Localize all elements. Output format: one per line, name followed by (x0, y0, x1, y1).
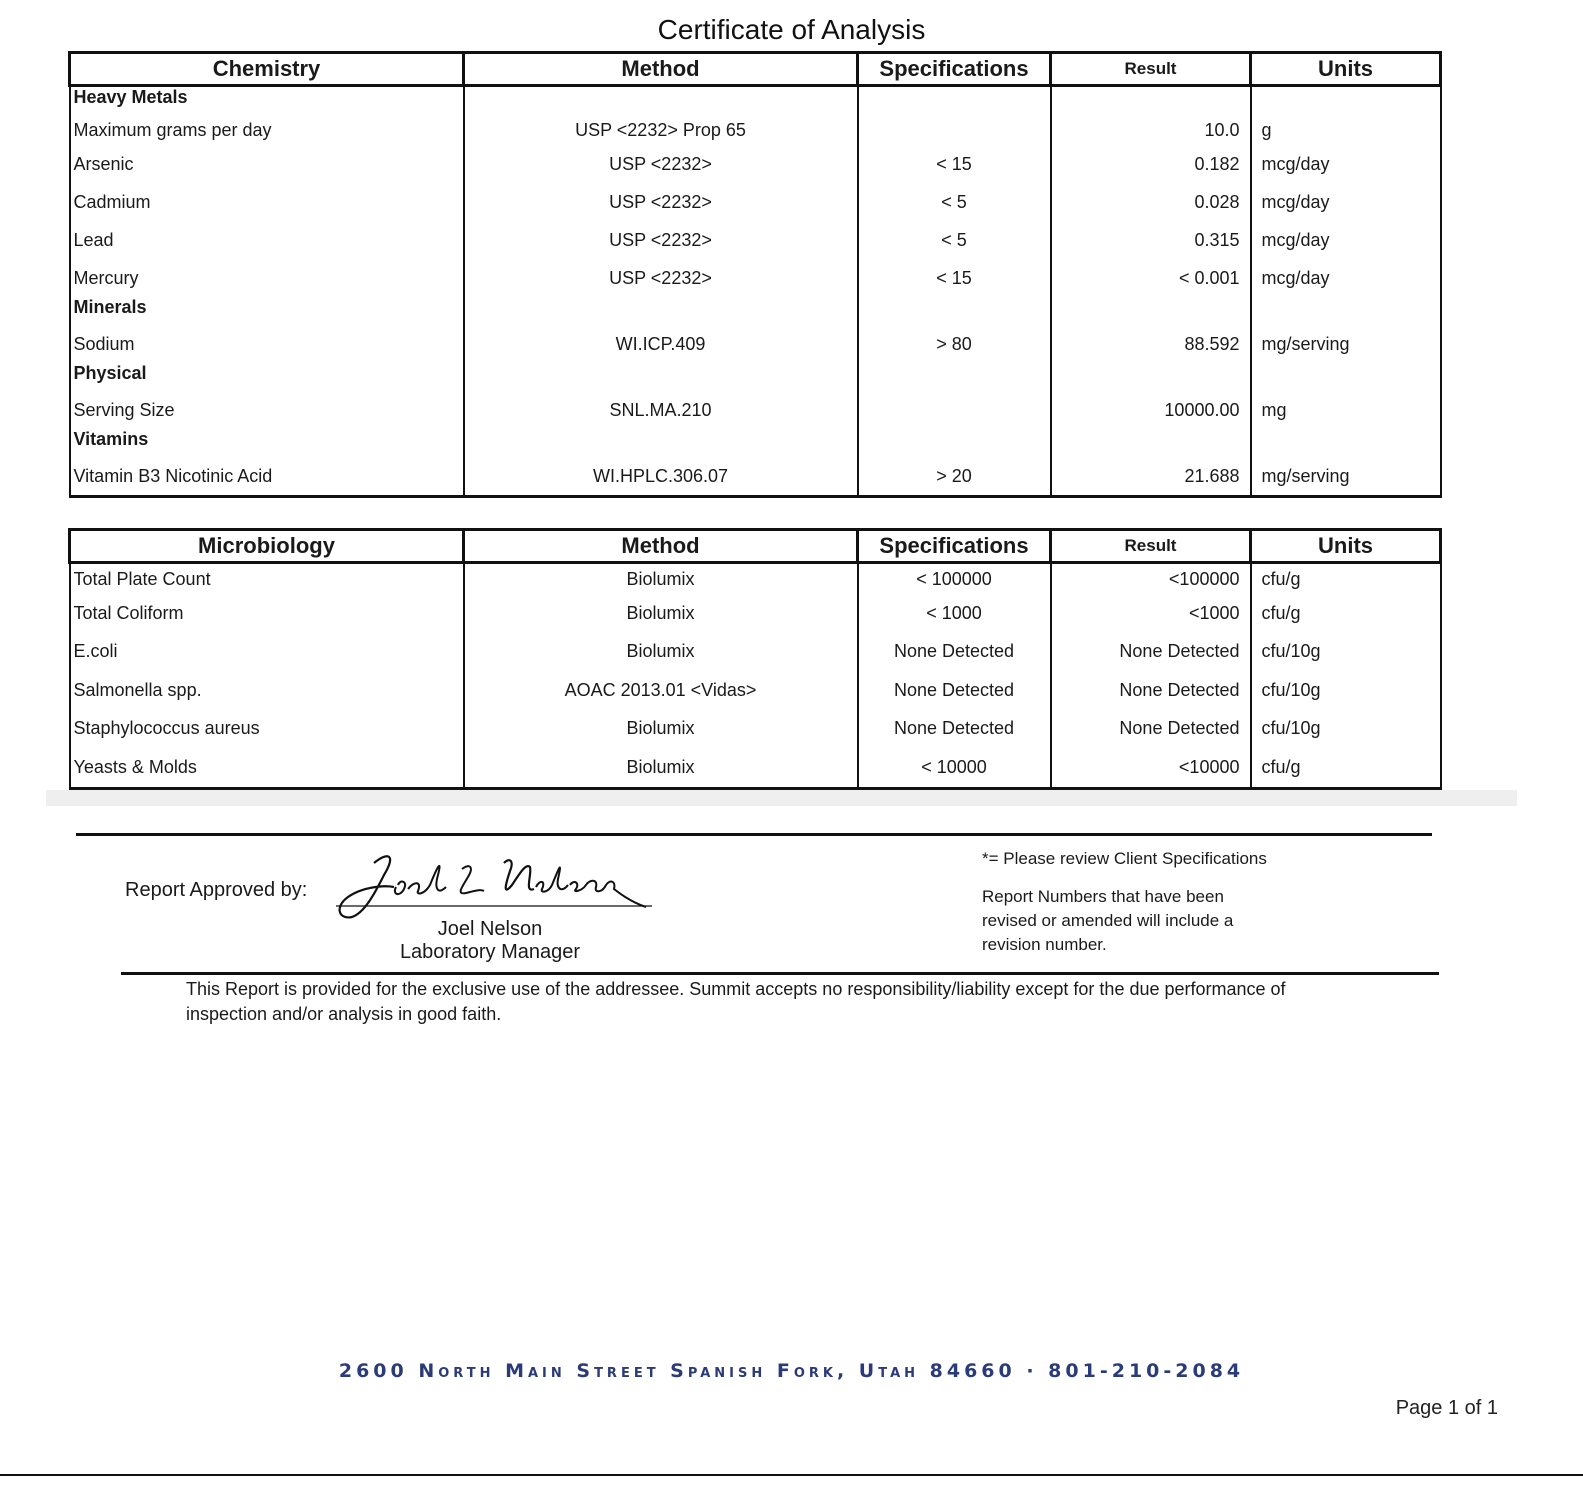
spec-cell (858, 391, 1051, 429)
analyte-name: Serving Size (70, 391, 464, 429)
units-cell: mcg/day (1251, 259, 1441, 297)
microbiology-table (68, 528, 1442, 790)
empty-cell (1051, 86, 1251, 116)
result-cell: <100000 (1051, 563, 1251, 595)
result-cell: 21.688 (1051, 457, 1251, 497)
analyte-name: Sodium (70, 325, 464, 363)
units-cell: cfu/g (1251, 594, 1441, 633)
table-row (70, 145, 1441, 183)
spec-cell: None Detected (858, 633, 1051, 672)
spec-cell: < 15 (858, 145, 1051, 183)
category-label: Minerals (70, 297, 464, 325)
microbiology-header-row (70, 530, 1441, 563)
result-cell: 0.315 (1051, 221, 1251, 259)
units-cell: mg/serving (1251, 457, 1441, 497)
empty-cell (858, 86, 1051, 116)
category-label: Physical (70, 363, 464, 391)
spec-cell: None Detected (858, 710, 1051, 749)
disclaimer-text: This Report is provided for the exclusive use of the addressee. Summit accepts no responsibility/liability except for the due performance of inspection and/or analysis in good faith. (186, 979, 1286, 1024)
category-label: Vitamins (70, 429, 464, 457)
empty-cell (464, 363, 858, 391)
analyte-name: Lead (70, 221, 464, 259)
table-row (70, 391, 1441, 429)
result-cell: 10.0 (1051, 115, 1251, 145)
analyte-name: Salmonella spp. (70, 671, 464, 710)
analyte-name: Maximum grams per day (70, 115, 464, 145)
units-cell: mcg/day (1251, 183, 1441, 221)
empty-cell (858, 429, 1051, 457)
table-row (70, 115, 1441, 145)
signer-title: Laboratory Manager (399, 941, 581, 963)
result-header: Result (1051, 53, 1251, 86)
approval-bottom-rule (121, 972, 1439, 975)
analyte-name: Arsenic (70, 145, 464, 183)
microbiology-body (70, 563, 1441, 789)
table-row (70, 183, 1441, 221)
method-cell: Biolumix (464, 748, 858, 788)
method-header: Method (464, 53, 858, 86)
analyte-name: Vitamin B3 Nicotinic Acid (70, 457, 464, 497)
result-cell: None Detected (1051, 633, 1251, 672)
table-row (70, 325, 1441, 363)
analyte-name: Total Coliform (70, 594, 464, 633)
spec-cell: > 20 (858, 457, 1051, 497)
spec-cell (858, 115, 1051, 145)
result-cell: <10000 (1051, 748, 1251, 788)
approval-top-rule (76, 833, 1432, 836)
scan-band (46, 790, 1517, 806)
units-cell: cfu/10g (1251, 633, 1441, 672)
category-row (70, 429, 1441, 457)
chemistry-table (68, 51, 1442, 498)
method-cell: Biolumix (464, 594, 858, 633)
table-row (70, 221, 1441, 259)
client-spec-note: *= Please review Client Specifications (982, 849, 1267, 868)
category-row (70, 86, 1441, 116)
result-cell: None Detected (1051, 710, 1251, 749)
analyte-name: Cadmium (70, 183, 464, 221)
signature-image (334, 845, 654, 923)
empty-cell (464, 297, 858, 325)
chemistry-header-row (70, 53, 1441, 86)
result-cell: None Detected (1051, 671, 1251, 710)
spec-cell: < 15 (858, 259, 1051, 297)
result-header: Result (1051, 530, 1251, 563)
lab-address: 2600 North Main Street Spanish Fork, Utah 84660 · 801-210-2084 (338, 1360, 1245, 1382)
method-cell: USP <2232> Prop 65 (464, 115, 858, 145)
method-cell: Biolumix (464, 563, 858, 595)
table-row (70, 671, 1441, 710)
category-row (70, 363, 1441, 391)
specifications-header: Specifications (858, 53, 1051, 86)
spec-cell: < 5 (858, 221, 1051, 259)
units-cell: g (1251, 115, 1441, 145)
method-header: Method (464, 530, 858, 563)
page-bottom-rule (0, 1474, 1583, 1476)
empty-cell (1251, 86, 1441, 116)
method-cell: Biolumix (464, 710, 858, 749)
units-header: Units (1251, 53, 1441, 86)
category-label: Heavy Metals (70, 86, 464, 116)
units-cell: mg (1251, 391, 1441, 429)
spec-cell: < 10000 (858, 748, 1051, 788)
empty-cell (1051, 429, 1251, 457)
empty-cell (1051, 363, 1251, 391)
table-row (70, 259, 1441, 297)
result-cell: 0.028 (1051, 183, 1251, 221)
result-cell: < 0.001 (1051, 259, 1251, 297)
method-cell: USP <2232> (464, 183, 858, 221)
page-number: Page 1 of 1 (1395, 1397, 1498, 1419)
units-cell: mg/serving (1251, 325, 1441, 363)
approval-label: Report Approved by: (125, 879, 308, 901)
empty-cell (464, 86, 858, 116)
spec-cell: < 100000 (858, 563, 1051, 595)
analyte-name: Mercury (70, 259, 464, 297)
spec-cell: None Detected (858, 671, 1051, 710)
spec-cell: > 80 (858, 325, 1051, 363)
method-cell: USP <2232> (464, 259, 858, 297)
method-cell: USP <2232> (464, 221, 858, 259)
analyte-name: Total Plate Count (70, 563, 464, 595)
empty-cell (1251, 297, 1441, 325)
chemistry-body (70, 86, 1441, 497)
result-cell: 0.182 (1051, 145, 1251, 183)
units-header: Units (1251, 530, 1441, 563)
empty-cell (1051, 297, 1251, 325)
units-cell: cfu/10g (1251, 710, 1441, 749)
signer-name: Joel Nelson (437, 918, 543, 940)
units-cell: mcg/day (1251, 145, 1441, 183)
table-row (70, 457, 1441, 497)
empty-cell (858, 297, 1051, 325)
spec-cell: < 5 (858, 183, 1051, 221)
result-cell: <1000 (1051, 594, 1251, 633)
analyte-name: E.coli (70, 633, 464, 672)
method-cell: SNL.MA.210 (464, 391, 858, 429)
empty-cell (464, 429, 858, 457)
revision-note: Report Numbers that have been revised or amended will include a revision number. (982, 887, 1234, 954)
document-title: Certificate of Analysis (657, 14, 926, 45)
method-cell: USP <2232> (464, 145, 858, 183)
units-cell: mcg/day (1251, 221, 1441, 259)
specifications-header: Specifications (858, 530, 1051, 563)
empty-cell (1251, 429, 1441, 457)
units-cell: cfu/g (1251, 748, 1441, 788)
table-row (70, 594, 1441, 633)
result-cell: 10000.00 (1051, 391, 1251, 429)
method-cell: WI.ICP.409 (464, 325, 858, 363)
method-cell: Biolumix (464, 633, 858, 672)
empty-cell (1251, 363, 1441, 391)
microbiology-header: Microbiology (70, 530, 464, 563)
units-cell: cfu/g (1251, 563, 1441, 595)
table-row (70, 633, 1441, 672)
analyte-name: Staphylococcus aureus (70, 710, 464, 749)
method-cell: AOAC 2013.01 <Vidas> (464, 671, 858, 710)
result-cell: 88.592 (1051, 325, 1251, 363)
spec-cell: < 1000 (858, 594, 1051, 633)
empty-cell (858, 363, 1051, 391)
method-cell: WI.HPLC.306.07 (464, 457, 858, 497)
table-row (70, 748, 1441, 788)
chemistry-header: Chemistry (70, 53, 464, 86)
table-row (70, 563, 1441, 595)
analyte-name: Yeasts & Molds (70, 748, 464, 788)
units-cell: cfu/10g (1251, 671, 1441, 710)
category-row (70, 297, 1441, 325)
table-row (70, 710, 1441, 749)
